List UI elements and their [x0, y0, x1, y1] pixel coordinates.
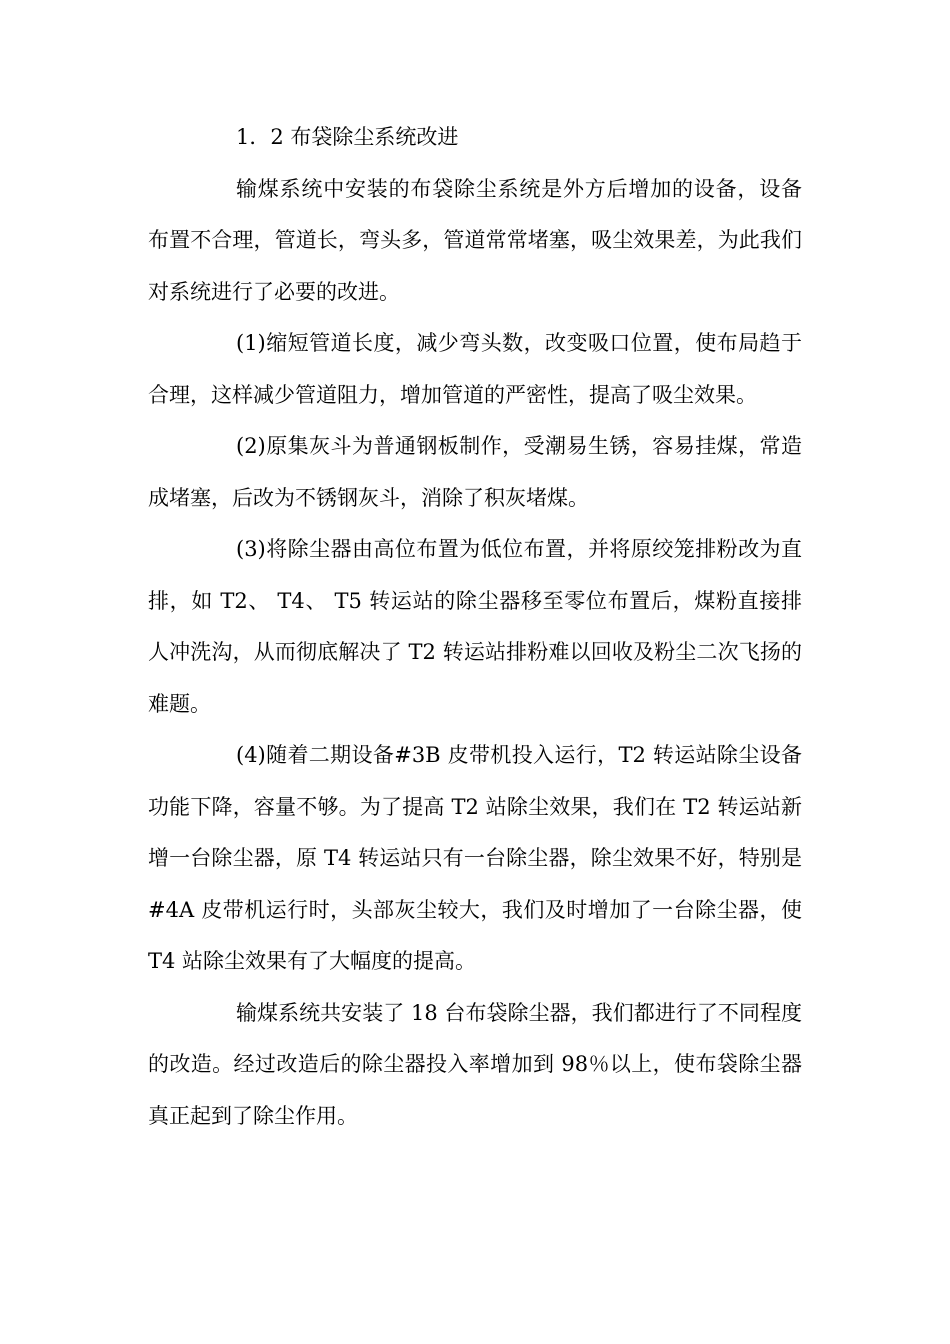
paragraph-item-3: (3)将除尘器由高位布置为低位布置，并将原绞笼排粉改为直排，如 T2、 T4、 T5 转运站的除尘器移至零位布置后，煤粉直接排人冲洗沟，从而彻底解决了 T2 转运站排粉难以回收及粉尘二次飞扬的难题。	[148, 537, 802, 716]
document-body	[148, 112, 802, 1142]
paragraph-summary: 输煤系统共安装了 18 台布袋除尘器，我们都进行了不同程度的改造。经过改造后的除尘器投入率增加到 98％以上，使布袋除尘器真正起到了除尘作用。	[148, 1000, 802, 1128]
paragraph-intro: 输煤系统中安装的布袋除尘系统是外方后增加的设备，设备布置不合理，管道长，弯头多，管道常常堵塞，吸尘效果差，为此我们对系统进行了必要的改进。	[148, 176, 802, 304]
paragraph-item-2: (2)原集灰斗为普通钢板制作，受潮易生锈，容易挂煤，常造成堵塞，后改为不锈钢灰斗，消除了积灰堵煤。	[148, 434, 802, 510]
paragraph-item-4: (4)随着二期设备#3B 皮带机投入运行，T2 转运站除尘设备功能下降，容量不够。为了提高 T2 站除尘效果，我们在 T2 转运站新增一台除尘器，原 T4 转运站只有一台除尘器，除尘效果不好，特别是#4A 皮带机运行时，头部灰尘较大，我们及时增加了一台除尘器，使 T4 站除尘效果有了大幅度的提高。	[148, 743, 802, 973]
section-heading: 1．2 布袋除尘系统改进	[236, 125, 459, 149]
paragraph-item-1: (1)缩短管道长度，减少弯头数，改变吸口位置，使布局趋于合理，这样减少管道阻力，增加管道的严密性，提高了吸尘效果。	[148, 331, 802, 407]
